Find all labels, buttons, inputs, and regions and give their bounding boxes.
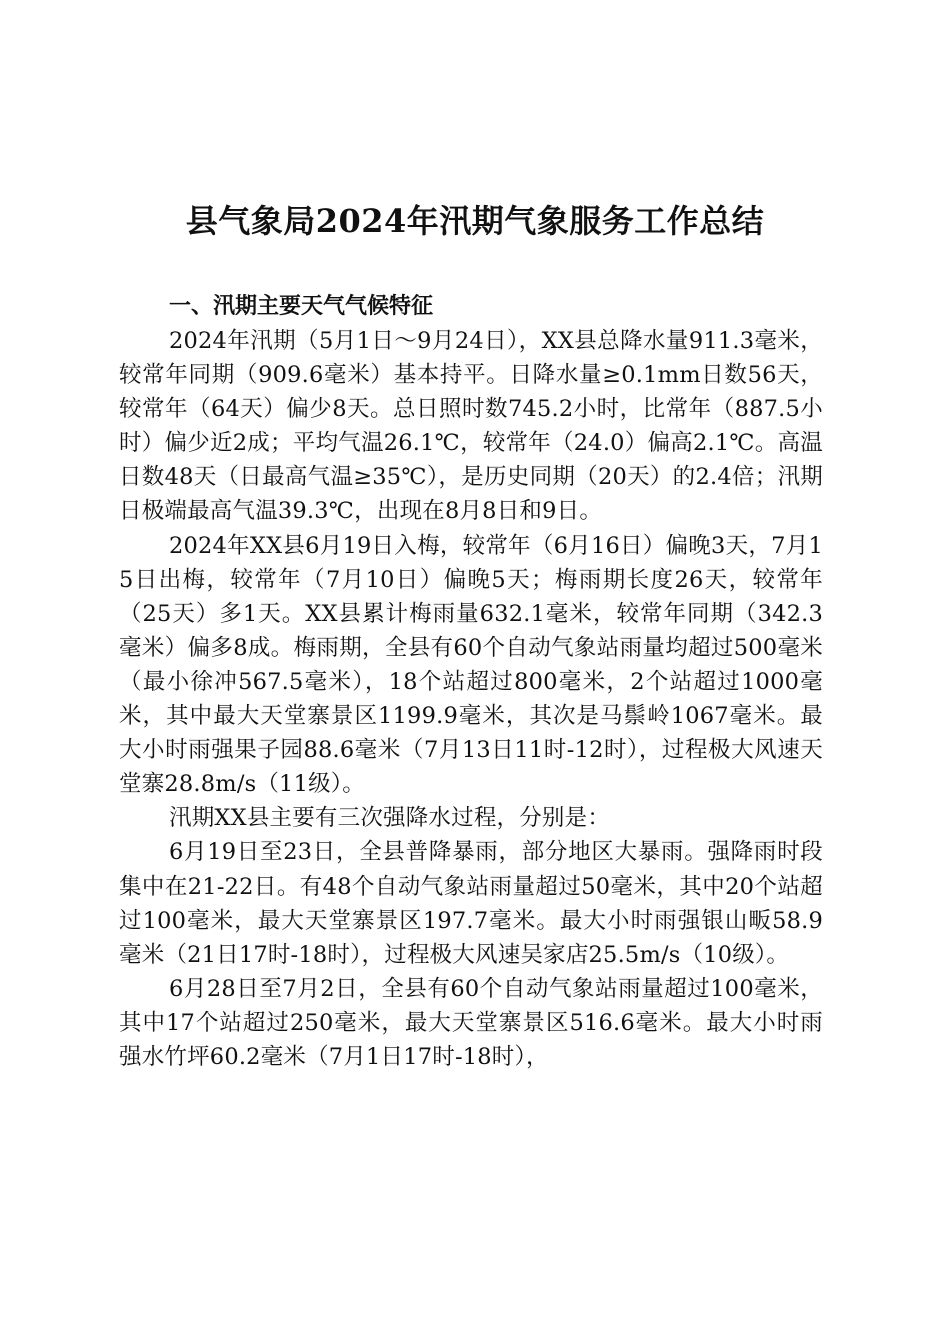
paragraph-plum-rain-season: 2024年XX县6月19日入梅，较常年（6月16日）偏晚3天，7月15日出梅，较常年（7月10日）偏晚5天；梅雨期长度26天，较常年（25天）多1天。XX县累计梅雨量632.1毫米，较常年同期（342.3毫米）偏多8成。梅雨期，全县有60个自动气象站雨量均超过500毫米（最小徐冲567.5毫米），18个站超过800毫米，2个站超过1000毫米，其中最大天堂寨景区1199.9毫米，其次是马鬃岭1067毫米。最大小时雨强果子园88.6毫米（7月13日11时-12时），过程极大风速天堂寨28.8m/s（11级）。 xyxy=(119,532,823,798)
document-title: 县气象局2024年汛期气象服务工作总结 xyxy=(185,202,765,240)
paragraph-rain-event-1: 6月19日至23日，全县普降暴雨，部分地区大暴雨。强降雨时段集中在21-22日。有48个自动气象站雨量超过50毫米，其中20个站超过100毫米，最大天堂寨景区197.7毫米。最大小时雨强银山畈58.9毫米（21日17时-18时），过程极大风速吴家店25.5m/s（10级）。 xyxy=(119,839,823,968)
paragraph-rain-event-2: 6月28日至7月2日，全县有60个自动气象站雨量超过100毫米，其中17个站超过250毫米，最大天堂寨景区516.6毫米。最大小时雨强水竹坪60.2毫米（7月1日17时-18时）， xyxy=(119,975,823,1070)
section-heading: 一、汛期主要天气气候特征 xyxy=(169,294,434,319)
paragraph-heavy-rain-intro: 汛期XX县主要有三次强降水过程，分别是： xyxy=(169,805,611,832)
paragraph-flood-season-overview: 2024年汛期（5月1日～9月24日），XX县总降水量911.3毫米，较常年同期（909.6毫米）基本持平。日降水量≥0.1mm日数56天，较常年（64天）偏少8天。总日照时数745.2小时，比常年（887.5小时）偏少近2成；平均气温26.1℃，较常年（24.0）偏高2.1℃。高温日数48天（日最高气温≥35℃），是历史同期（20天）的2.4倍；汛期日极端最高气温39.3℃，出现在8月8日和9日。 xyxy=(119,328,823,525)
document-body xyxy=(119,290,823,1074)
